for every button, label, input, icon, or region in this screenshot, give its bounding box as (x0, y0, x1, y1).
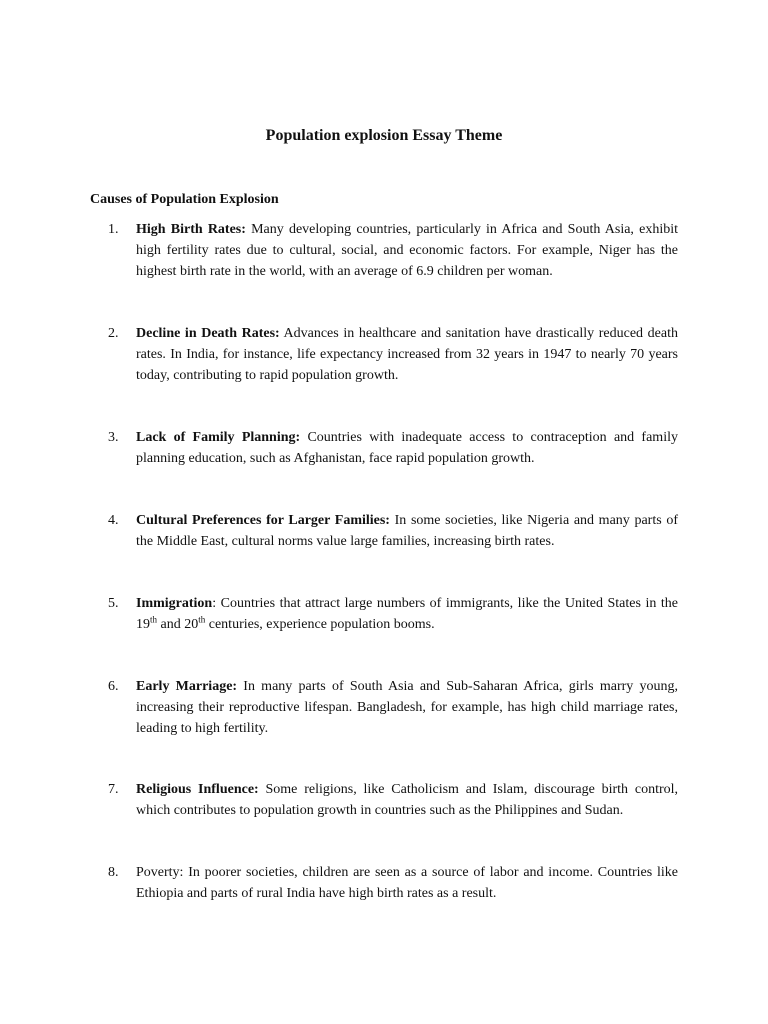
superscript: th (150, 614, 158, 625)
list-item-text: Poverty: In poorer societies, children are seen as a source of labor and income. Countries like Ethiopia and parts of rural India have high birth rates as a result. (136, 865, 678, 901)
list-item-text: In some societies, like Nigeria and many parts of the Middle East, cultural norms value large families, increasing birth rates. (136, 513, 678, 549)
list-item-number: 2. (108, 326, 119, 341)
list-item (108, 593, 678, 635)
list-item-number: 4. (108, 513, 119, 528)
list-item-content (136, 862, 678, 904)
list-item-lead: Cultural Preferences for Larger Families: (136, 513, 390, 528)
list-item (108, 323, 678, 386)
list-item (108, 862, 678, 904)
list-item-lead: Lack of Family Planning: (136, 430, 301, 445)
list-item-content (136, 219, 678, 282)
list-item-text: Many developing countries, particularly in Africa and South Asia, exhibit high fertility rates due to cultural, social, and economic factors. For example, Niger has the highest birth rate in the world, with an average of 6.9 children per woman. (136, 222, 678, 279)
document-title: Population explosion Essay Theme (265, 127, 503, 144)
list-item (108, 219, 678, 282)
list-item-content (136, 427, 678, 469)
list-item-lead: Religious Influence: (136, 782, 259, 797)
list-item (108, 510, 678, 552)
list-item-content (136, 323, 678, 386)
list-item-content (136, 510, 678, 552)
list-item-text: Some religions, like Catholicism and Islam, discourage birth control, which contributes to population growth in countries such as the Philippines and Sudan. (136, 782, 679, 818)
list-item (108, 779, 678, 821)
list-item-lead: Early Marriage: (136, 679, 238, 694)
list-item-content (136, 779, 678, 821)
list-item-lead: Immigration (136, 596, 213, 611)
list-item-number: 1. (108, 222, 119, 237)
list-item-text: Advances in healthcare and sanitation have drastically reduced death rates. In India, for instance, life expectancy increased from 32 years in 1947 to nearly 70 years today, contributing to rapid population growth. (136, 326, 678, 383)
list-item-lead: High Birth Rates: (136, 222, 246, 237)
list-item-text: : Countries that attract large numbers of immigrants, like the United States in the 19 (136, 596, 678, 632)
list-item-lead: Decline in Death Rates: (136, 326, 280, 341)
list-item-text: centuries, experience population booms. (205, 617, 435, 632)
list-item-number: 8. (108, 865, 119, 880)
list-item-number: 5. (108, 596, 119, 611)
list-item (108, 676, 678, 739)
section-heading: Causes of Population Explosion (90, 192, 279, 207)
list-item-text: In many parts of South Asia and Sub-Saharan Africa, girls marry young, increasing their reproductive lifespan. Bangladesh, for example, has high child marriage rates, leading to high fertility. (136, 679, 678, 736)
list-item-number: 6. (108, 679, 119, 694)
list-item-number: 3. (108, 430, 119, 445)
list-item (108, 427, 678, 469)
list-item-text: and 20 (157, 617, 199, 632)
superscript: th (198, 614, 206, 625)
list-item-number: 7. (108, 782, 119, 797)
list-item-text: Countries with inadequate access to contraception and family planning education, such as Afghanistan, face rapid population growth. (136, 430, 678, 466)
list-item-content (136, 676, 678, 739)
list-item-content (136, 593, 678, 635)
